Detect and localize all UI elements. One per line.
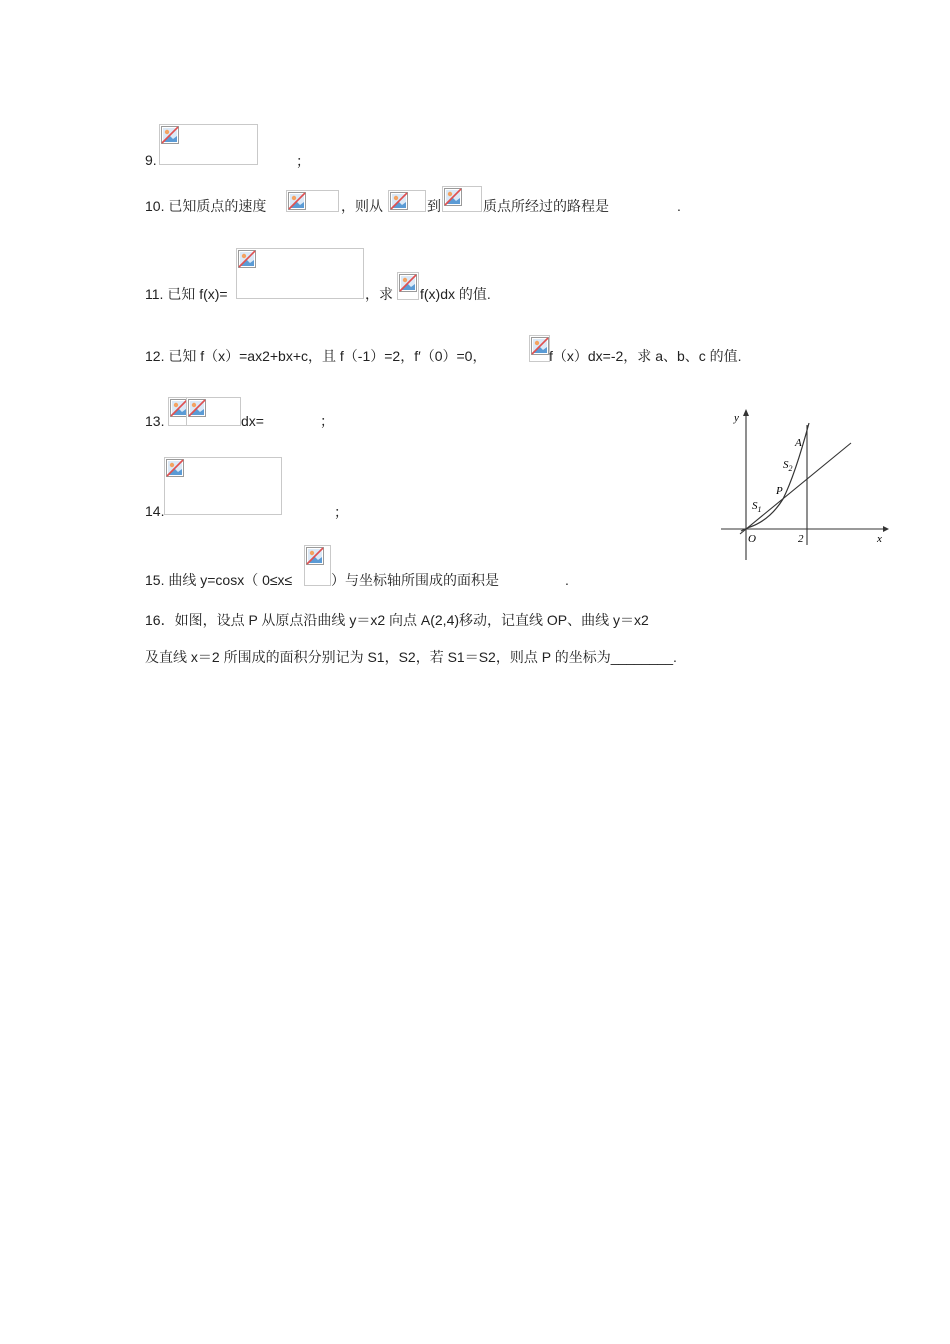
q13-dx: dx=	[241, 413, 264, 429]
q12-integral-image	[529, 335, 550, 362]
q9-semicolon: ；	[296, 153, 310, 169]
q10-question: 质点所经过的路程是	[483, 198, 609, 214]
q14-formula-image	[164, 457, 282, 515]
parabola-figure	[715, 405, 890, 565]
q10-from-text: ，则从	[341, 198, 383, 214]
q13-semicolon: ；	[320, 413, 334, 429]
q10-end-image	[442, 186, 482, 212]
q10-start-image	[388, 190, 426, 212]
q11-prefix: 11. 已知 f(x)=	[145, 286, 228, 302]
q9-formula-image	[159, 124, 258, 165]
x-axis-label: x	[877, 533, 882, 545]
q9-number: 9.	[145, 152, 157, 168]
broken-image-icon	[288, 192, 306, 210]
y-axis-arrow	[743, 409, 749, 416]
q15-prefix: 15. 曲线 y=cosx（ 0≤x≤	[145, 572, 293, 588]
broken-image-icon	[161, 126, 179, 144]
broken-image-icon	[238, 250, 256, 268]
q15-bound-image	[304, 545, 331, 586]
q14-number: 14.	[145, 503, 165, 519]
point-p-label: P	[776, 485, 783, 497]
q13-number: 13.	[145, 413, 165, 429]
broken-image-icon	[188, 399, 206, 417]
origin-label: O	[748, 533, 756, 545]
x-axis-arrow	[883, 526, 889, 532]
q11-integral-image	[397, 272, 419, 300]
q16-line2: 及直线 x＝2 所围成的面积分别记为 S1，S2，若 S1＝S2，则点 P 的坐标为________.	[145, 649, 677, 665]
q10-velocity-image	[286, 190, 339, 212]
q10-period: .	[677, 198, 681, 214]
q15-tail: ）与坐标轴所围成的面积是	[331, 572, 499, 588]
line-op	[740, 443, 851, 534]
q11-find-text: ，求	[365, 286, 393, 302]
q16-line1: 16．如图，设点 P 从原点沿曲线 y＝x2 向点 A(2,4)移动，记直线 OP、曲线 y＝x2	[145, 612, 649, 628]
broken-image-icon	[390, 192, 408, 210]
q12-tail: f（x）dx=-2，求 a、b、c 的值.	[549, 348, 742, 364]
q14-semicolon: ；	[334, 504, 348, 520]
broken-image-icon	[166, 459, 184, 477]
point-a-label: A	[795, 437, 802, 449]
broken-image-icon	[531, 337, 549, 355]
broken-image-icon	[306, 547, 324, 565]
q13-integrand-image	[186, 397, 241, 426]
s2-label: $S_2$	[783, 459, 793, 473]
q10-prefix: 10. 已知质点的速度	[145, 198, 267, 214]
q13-integral-image	[168, 397, 188, 426]
q15-period: .	[565, 572, 569, 588]
q10-to-text: 到	[427, 198, 441, 214]
q11-tail: f(x)dx 的值.	[420, 286, 491, 302]
y-axis-label: y	[734, 412, 739, 424]
broken-image-icon	[444, 188, 462, 206]
broken-image-icon	[399, 274, 417, 292]
q11-function-image	[236, 248, 364, 299]
tick-2-label: 2	[798, 533, 804, 545]
s1-label: $S_1$	[752, 500, 762, 514]
q12-prefix: 12. 已知 f（x）=ax2+bx+c，且 f（-1）=2，f′（0）=0，	[145, 348, 487, 364]
